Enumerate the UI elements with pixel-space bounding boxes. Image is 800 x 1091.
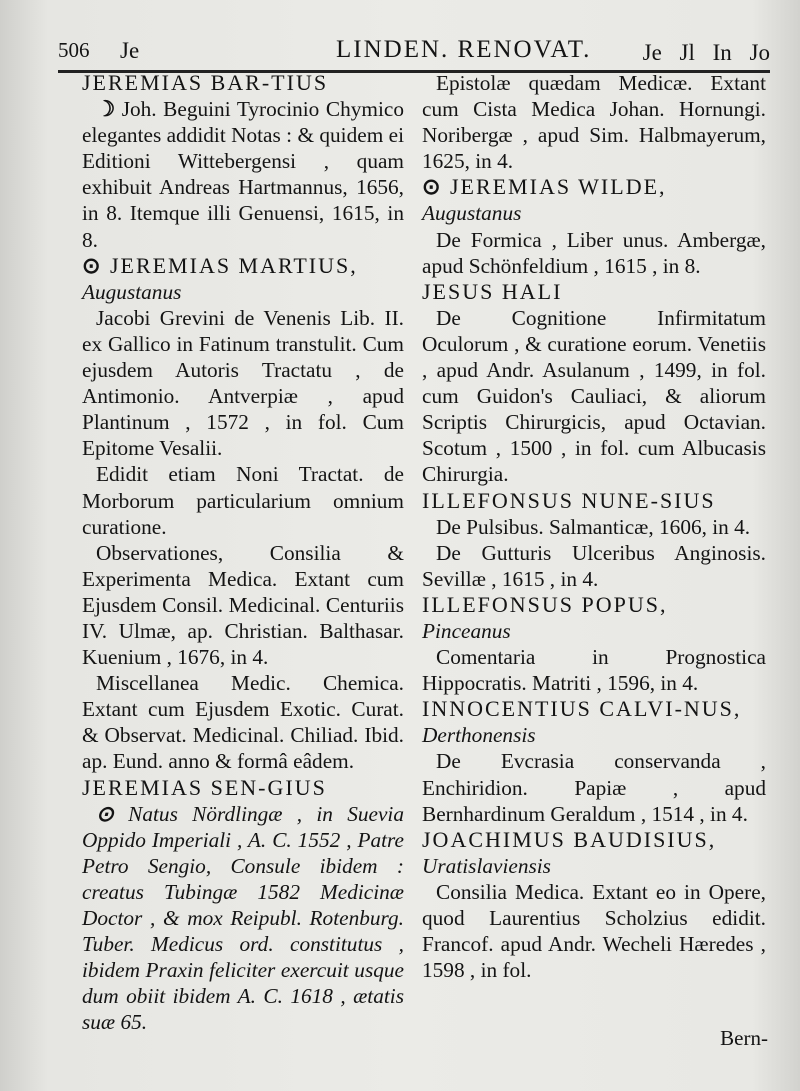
header-title: LINDEN. RENOVAT. [336,36,592,63]
page-number: 506 [58,38,90,62]
sun-symbol-icon: ⊙ [422,174,443,200]
header-right-tags: Je Jl In Jo [642,40,770,65]
entry-name: ⊙ JEREMIAS WILDE, [422,174,667,200]
entry-text: Epistolæ quædam Medicæ. Extant cum Cista Medica Johan. Hornungi. Noribergæ , apud Sim. Halbmayerum, 1625, in 4. [422,71,766,174]
entry-text: ☽ Joh. Beguini Tyrocinio Chymico elegantes addidit Notas : & quidem ei Editioni Wittebergensi , quam exhibuit Andreas Hartmannus, 1656, in 8. Itemque illi Genuensi, 1615, in 8. [82,97,404,252]
entry-name: JESUS HALI [422,278,563,304]
entry-text: De Cognitione Infirmitatum Oculorum , & curatione eorum. Venetiis , apud Andr. Asulanum , 1499, in fol. cum Guidon's Cauliaci, & aliorum Scriptis Chirurgicis, apud Octavian. Scotum , 1500 , in fol. cum Albucasis Chirurgia. [422,305,766,487]
entry-text: ⊙ Natus Nördlingæ , in Suevia Oppido Imperiali , A. C. 1552 , Patre Petro Sengio, Consule ibidem : creatus Tubingæ 1582 Medicinæ Doctor , & mox Reipubl. Rotenburg. Tuber. Medicus ord. constitutus , ibidem Praxin feliciter exercuit usque dum obiit ibidem A. C. 1618 , ætatis suæ 65. [82,801,405,1035]
entry-name: INNOCENTIUS CALVI-NUS, [422,696,742,722]
entry-text: Consilia Medica. Extant eo in Opere, quod Laurentius Scholzius edidit. Francof. apud Andr. Wecheli Hæredes , 1598 , in fol. [422,879,766,983]
entry-name: ⊙ JEREMIAS MARTIUS, [82,252,358,278]
entry-text: Observationes, Consilia & Experimenta Medica. Extant cum Ejusdem Consil. Medicinal. Centuriis IV. Ulmæ, ap. Christian. Balthasar. Kuenium , 1676, in 4. [82,540,404,670]
entry-text: Comentaria in Prognostica Hippocratis. Matriti , 1596, in 4. [422,645,766,696]
entry-name: ILLEFONSUS POPUS, [422,591,668,617]
entry-name: JEREMIAS SEN-GIUS [82,774,327,800]
entry-origin: Derthonensis [422,723,536,748]
entry-name: JOACHIMUS BAUDISIUS, [422,826,717,852]
moon-symbol-icon: ☽ [96,97,116,122]
entry-text: De Pulsibus. Salmanticæ, 1606, in 4. [436,514,751,539]
entry-origin: Augustanus [422,201,522,226]
entry-text: Miscellanea Medic. Chemica. Extant cum Ejusdem Exotic. Curat. & Observat. Medicinal. Chiliad. Ibid. ap. Eund. anno & formâ eâdem. [82,671,404,774]
sun-symbol-icon: ⊙ [82,252,103,278]
left-column [82,70,404,1035]
sun-symbol-icon: ⊙ [96,801,114,826]
running-header [58,32,770,73]
entry-text: De Evcrasia conservanda , Enchiridion. Papiæ , apud Bernhardinum Geraldum , 1514 , in 4. [422,749,766,826]
header-left-tag: Je [120,38,140,63]
entry-name: JEREMIAS BAR-TIUS [82,70,329,95]
entry-text: De Formica , Liber unus. Ambergæ, apud Schönfeldium , 1615 , in 8. [422,227,766,278]
entry-text: Jacobi Grevini de Venenis Lib. II. ex Gallico in Fatinum transtulit. Cum ejusdem Autoris Tractatu , de Antimonio. Antverpiæ , apud Plantinum , 1572 , in fol. Cum Epitome Vesalii. [82,305,404,461]
entry-text: Edidit etiam Noni Tractat. de Morborum particularium omnium curatione. [82,462,404,539]
entry-text: De Gutturis Ulceribus Anginosis. Sevillæ , 1615 , in 4. [422,540,766,591]
right-column [422,70,766,983]
catchword: Bern- [720,1026,768,1050]
entry-origin: Augustanus [82,279,182,304]
entry-origin: Pinceanus [422,618,511,643]
entry-origin: Uratislaviensis [422,853,551,878]
entry-name: ILLEFONSUS NUNE-SIUS [422,487,716,513]
